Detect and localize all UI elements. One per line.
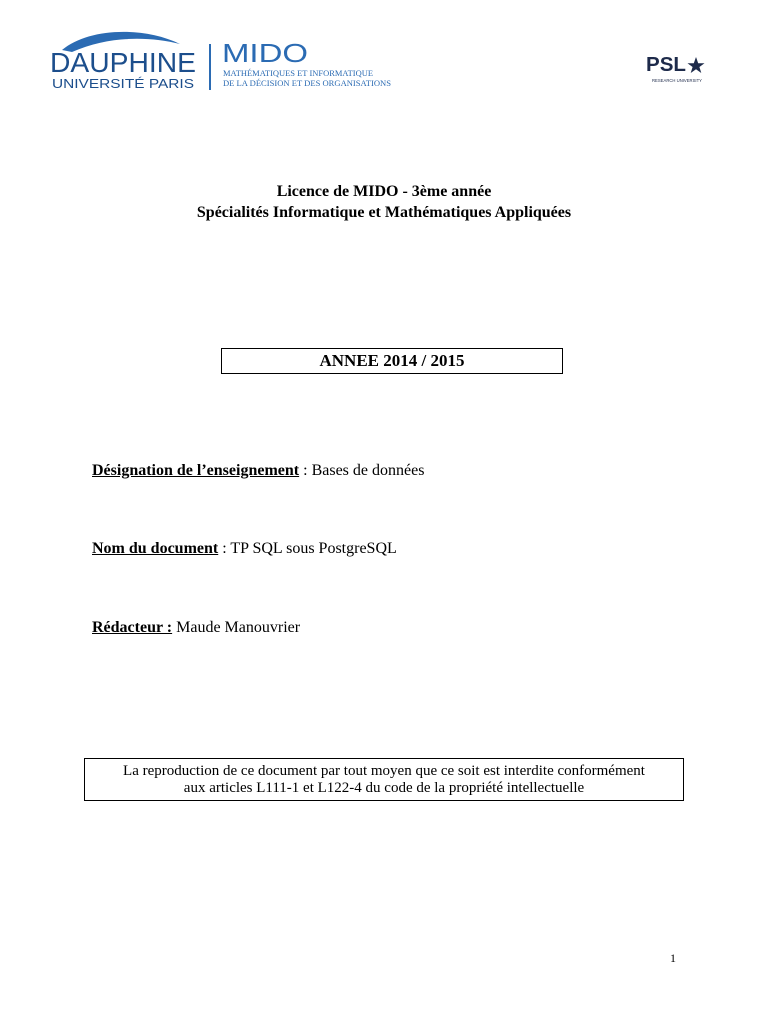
- field-separator: :: [218, 540, 231, 557]
- field-author: [92, 619, 300, 637]
- field-label: Rédacteur :: [92, 619, 173, 636]
- star-icon: [688, 57, 705, 73]
- page-number: 1: [670, 951, 676, 965]
- dauphine-subtitle: UNIVERSITÉ PARIS: [52, 76, 195, 91]
- dauphine-wordmark: DAUPHINE: [50, 47, 196, 78]
- copyright-notice-line2: aux articles L111-1 et L122-4 du code de la propriété intellectuelle: [183, 780, 585, 796]
- mido-wordmark: MIDO: [222, 38, 308, 68]
- field-label: Désignation de l’enseignement: [92, 462, 300, 479]
- copyright-notice-line1: La reproduction de ce document par tout moyen que ce soit est interdite conformément: [123, 763, 645, 779]
- field-document-name: [92, 540, 397, 558]
- field-course-designation: [92, 462, 424, 480]
- dauphine-logo: [48, 30, 198, 92]
- field-value: Maude Manouvrier: [176, 619, 301, 636]
- course-title: Licence de MIDO - 3ème année: [276, 183, 492, 200]
- academic-year-box: ANNEE 2014 / 2015: [221, 348, 563, 374]
- psl-tagline: RESEARCH UNIVERSITY: [652, 78, 702, 83]
- mido-logo: [220, 36, 400, 92]
- field-value: TP SQL sous PostgreSQL: [230, 540, 397, 557]
- psl-wordmark: PSL: [646, 54, 686, 76]
- field-value: Bases de données: [311, 462, 425, 479]
- field-separator: :: [299, 462, 312, 479]
- psl-logo: [646, 50, 706, 86]
- mido-subtitle-line2: DE LA DÉCISION ET DES ORGANISATIONS: [223, 78, 392, 88]
- mido-subtitle-line1: MATHÉMATIQUES ET INFORMATIQUE: [223, 68, 373, 78]
- logo-divider: [209, 44, 211, 90]
- copyright-notice: [84, 758, 684, 801]
- field-label: Nom du document: [92, 540, 219, 557]
- course-specialties: Spécialités Informatique et Mathématiques Appliquées: [196, 204, 572, 221]
